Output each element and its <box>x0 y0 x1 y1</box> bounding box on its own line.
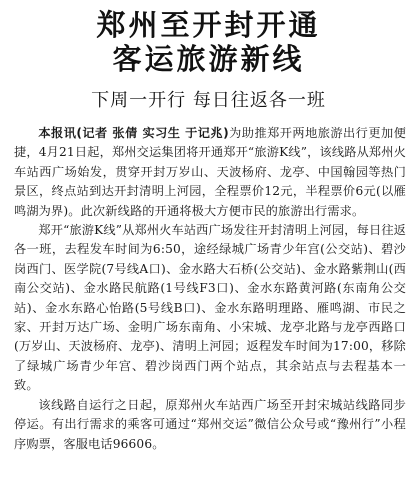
paragraph-1 <box>14 124 406 221</box>
subheadline: 下周一开行 每日往返各一班 <box>91 90 326 111</box>
article-body <box>14 124 406 454</box>
byline: 本报讯(记者 张倩 实习生 于记兆) <box>38 126 229 140</box>
paragraph-2: 郑开“旅游K线”从郑州火车站西广场发往开封清明上河园，每日往返各一班，去程发车时间为6:50，途经绿城广场青少年宫(公交站)、碧沙岗西门、医学院(7号线A口)、金水路大石桥(公交站)、金水路紫荆山(西南公交站)、金水路民航路(1号线F3口)、金水东路黄河路(东南角公交站)、金水东路心怡路(5号线B口)、金水东路明理路、雁鸣湖、市民之家、开封万达广场、金明广场东南角、小宋城、龙亭北路与龙亭西路口(万岁山、天波杨府、龙亭)、清明上河园；返程发车时间为17:00，移除了绿城广场青少年宫、碧沙岗西门两个站点，其余站点与去程基本一致。 <box>14 223 406 393</box>
headline-line-1: 郑州至开封开通 <box>96 8 321 42</box>
paragraph-3: 该线路自运行之日起，原郑州火车站西广场至开封宋城站线路同步停运。有出行需求的乘客可通过“郑州交运”微信公众号或“豫州行”小程序购票，客服电话96606。 <box>14 397 406 451</box>
paragraph-1-text: 为助推郑开两地旅游出行更加便捷，4月21日起，郑州交运集团将开通郑开“旅游K线”，该线路从郑州火车站西广场始发，贯穿开封万岁山、天波杨府、龙亭、中国翰园等热门景区，终点站到达开封清明上河园，全程票价12元，半程票价6元(以雁鸣湖为界)。此次新线路的开通将极大方便市民的旅游出行需求。 <box>14 126 406 218</box>
headline-line-2: 客运旅游新线 <box>112 42 305 76</box>
